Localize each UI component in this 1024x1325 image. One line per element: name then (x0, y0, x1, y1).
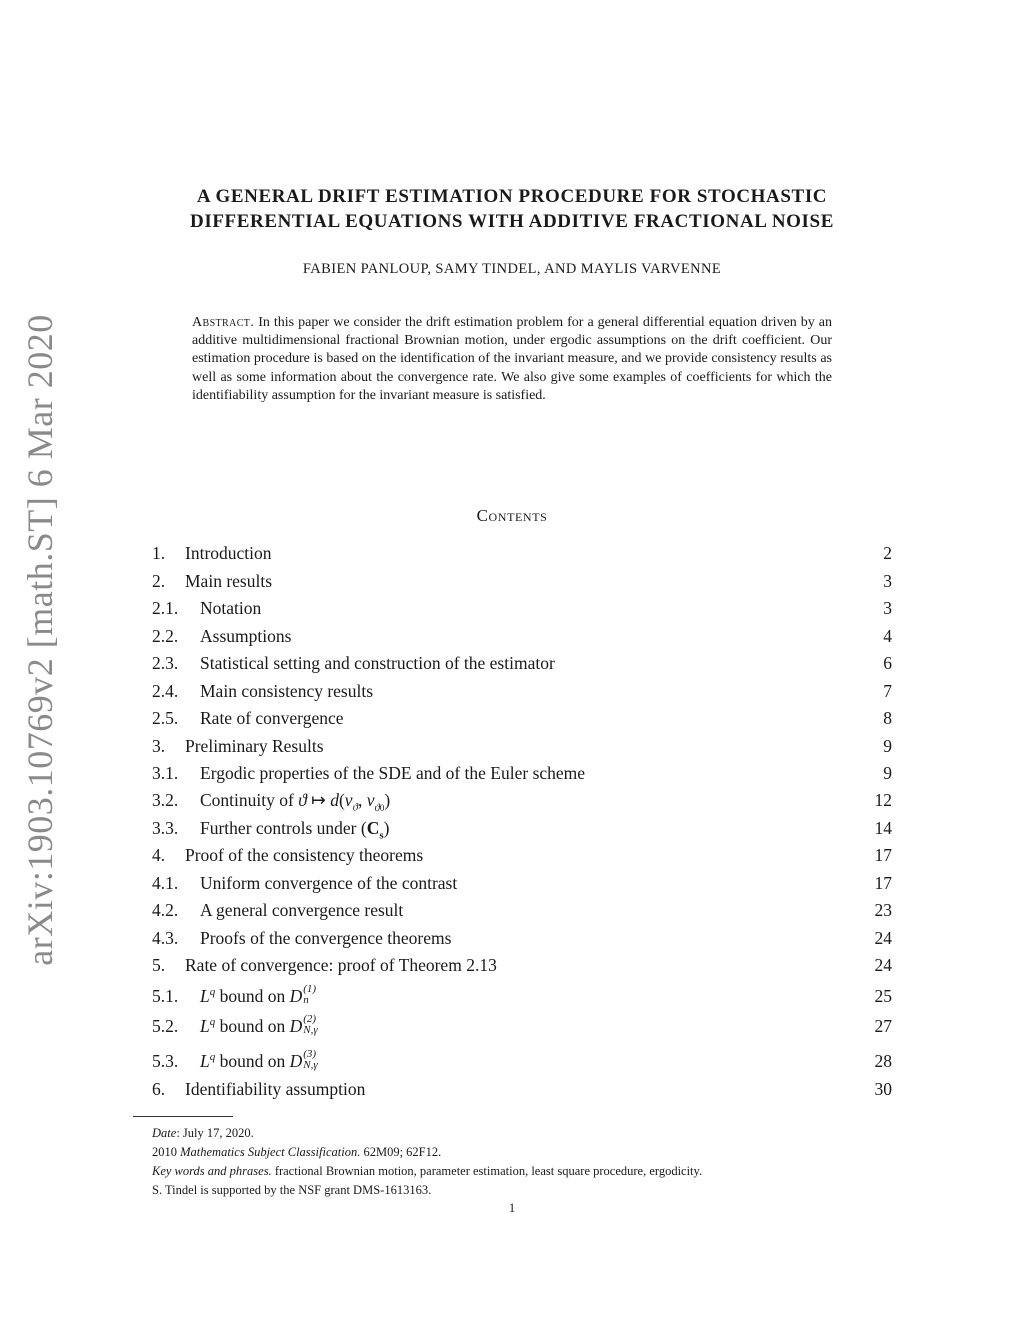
toc-number: 3.2. (152, 790, 179, 810)
toc-page: 27 (874, 1016, 892, 1036)
footnote-keywords (152, 1162, 912, 1181)
toc-page: 3 (883, 571, 892, 591)
toc-number: 2.3. (152, 653, 179, 673)
arxiv-stamp (20, 314, 60, 966)
page-number: 1 (508, 1201, 516, 1215)
toc-title: Notation (200, 598, 262, 618)
contents-title: Contents (476, 506, 548, 525)
footnote-msc (152, 1143, 912, 1162)
toc-number: 1. (152, 543, 166, 563)
toc-page: 17 (874, 873, 892, 893)
toc-row[interactable] (152, 543, 892, 567)
msc-value: 62M09; 62F12. (360, 1145, 442, 1159)
paper-title (0, 184, 1024, 234)
toc-title: Rate of convergence (200, 708, 344, 728)
toc-row[interactable] (152, 982, 892, 1010)
toc-row[interactable] (152, 1047, 892, 1075)
toc-page: 25 (874, 986, 892, 1006)
toc-number: 5. (152, 955, 166, 975)
title-line-1: A GENERAL DRIFT ESTIMATION PROCEDURE FOR STOCHASTIC (196, 186, 828, 207)
toc-page: 2 (883, 543, 892, 563)
toc-number: 4.1. (152, 873, 179, 893)
toc-row[interactable] (152, 928, 892, 952)
toc-page: 3 (883, 598, 892, 618)
toc-page: 14 (874, 818, 892, 838)
footnote-support: S. Tindel is supported by the NSF grant DMS-1613163. (152, 1183, 432, 1197)
toc-title: $L^q$ bound on D (1) n (200, 982, 317, 1006)
toc-page: 7 (883, 681, 892, 701)
abstract-text: In this paper we consider the drift estimation problem for a general differential equation driven by an additive multidimensional fractional Brownian motion, under ergodic assumptions on the drift coefficient. Our estimation procedure is based on the identification of the invariant measure, and we provide consistency results as well as some information about the convergence rate. We also give some examples of coefficients for which the identifiability assumption for the invariant measure is satisfied. (192, 315, 832, 403)
toc-title: Preliminary Results (185, 736, 324, 756)
toc-row[interactable] (152, 626, 892, 650)
toc-page: 28 (874, 1051, 892, 1071)
toc-row[interactable] (152, 1079, 892, 1103)
toc-number: 2. (152, 571, 166, 591)
toc-page: 6 (883, 653, 892, 673)
toc-number: 3. (152, 736, 166, 756)
toc-title: Assumptions (200, 626, 292, 646)
toc-row[interactable] (152, 653, 892, 677)
toc-number: 2.2. (152, 626, 179, 646)
toc-title-mid: bound on (215, 1051, 290, 1071)
toc-title: $L^q$ bound on D (2) N,γ (200, 1012, 318, 1036)
toc-title: Ergodic properties of the SDE and of the Euler scheme (200, 763, 586, 783)
toc-page: 24 (874, 928, 892, 948)
toc-number: 4.2. (152, 900, 179, 920)
toc-page: 24 (874, 955, 892, 975)
toc-title-prefix: Further controls under ( (200, 818, 367, 838)
toc-row[interactable] (152, 790, 892, 814)
toc-title: Proofs of the convergence theorems (200, 928, 452, 948)
footnote-rule (133, 1116, 233, 1117)
toc-number: 4. (152, 845, 166, 865)
toc-row[interactable] (152, 598, 892, 622)
title-line-2: DIFFERENTIAL EQUATIONS WITH ADDITIVE FRACTIONAL NOISE (190, 211, 834, 232)
toc-page: 4 (883, 626, 892, 646)
abstract-head: Abstract. (192, 315, 255, 330)
toc-row[interactable] (152, 681, 892, 705)
toc-title: Main consistency results (200, 681, 374, 701)
toc-row[interactable] (152, 845, 892, 869)
toc-title-mid: bound on (215, 986, 290, 1006)
toc-number: 5.1. (152, 986, 179, 1006)
toc-title: Main results (185, 571, 273, 591)
arxiv-stamp-text: arXiv:1903.10769v2 [math.ST] 6 Mar 2020 (20, 314, 60, 966)
toc-row[interactable] (152, 708, 892, 732)
toc-number: 3.1. (152, 763, 179, 783)
toc-page: 30 (874, 1079, 892, 1099)
msc-year: 2010 (152, 1145, 181, 1159)
toc-number: 3.3. (152, 818, 179, 838)
toc-title: Continuity of ϑ ↦ $d(\nu_ϑ$, $\nu_{ϑ0}$) (200, 790, 391, 814)
toc-number: 5.3. (152, 1051, 179, 1071)
toc-row[interactable] (152, 763, 892, 787)
toc-row[interactable] (152, 1012, 892, 1040)
msc-label: Mathematics Subject Classification. (180, 1145, 361, 1159)
toc-row[interactable] (152, 955, 892, 979)
toc-title: $L^q$ bound on D (3) N,γ (200, 1047, 318, 1071)
footnote-date (152, 1124, 912, 1143)
footnotes (152, 1124, 912, 1200)
toc-number: 2.1. (152, 598, 179, 618)
toc-title: Statistical setting and construction of the estimator (200, 653, 555, 673)
toc-title-prefix: Continuity of (200, 790, 299, 810)
toc-title: Further controls under $(C_s)$ (200, 818, 390, 842)
toc-page: 9 (883, 763, 892, 783)
toc-title: Identifiability assumption (185, 1079, 366, 1099)
authors: FABIEN PANLOUP, SAMY TINDEL, AND MAYLIS VARVENNE (302, 261, 722, 277)
toc-title: Introduction (185, 543, 272, 563)
toc-title: Uniform convergence of the contrast (200, 873, 458, 893)
toc-row[interactable] (152, 818, 892, 842)
toc-number: 2.5. (152, 708, 179, 728)
toc-row[interactable] (152, 571, 892, 595)
toc-page: 17 (874, 845, 892, 865)
toc-number: 4.3. (152, 928, 179, 948)
toc-number: 5.2. (152, 1016, 179, 1036)
toc-row[interactable] (152, 873, 892, 897)
toc-title: A general convergence result (200, 900, 404, 920)
date-value: : July 17, 2020. (176, 1126, 254, 1140)
toc-row[interactable] (152, 736, 892, 760)
toc-title-mid: bound on (215, 1016, 290, 1036)
toc-page: 23 (874, 900, 892, 920)
date-label: Date (152, 1126, 177, 1140)
abstract (192, 314, 832, 405)
keywords-value: fractional Brownian motion, parameter estimation, least square procedure, ergodicity. (271, 1164, 703, 1178)
toc-page: 8 (883, 708, 892, 728)
toc-title: Proof of the consistency theorems (185, 845, 424, 865)
toc-page: 9 (883, 736, 892, 756)
toc-title: Rate of convergence: proof of Theorem 2.13 (185, 955, 497, 975)
toc-page: 12 (874, 790, 892, 810)
toc-number: 2.4. (152, 681, 179, 701)
toc-row[interactable] (152, 900, 892, 924)
toc-number: 6. (152, 1079, 166, 1099)
keywords-label: Key words and phrases. (152, 1164, 272, 1178)
